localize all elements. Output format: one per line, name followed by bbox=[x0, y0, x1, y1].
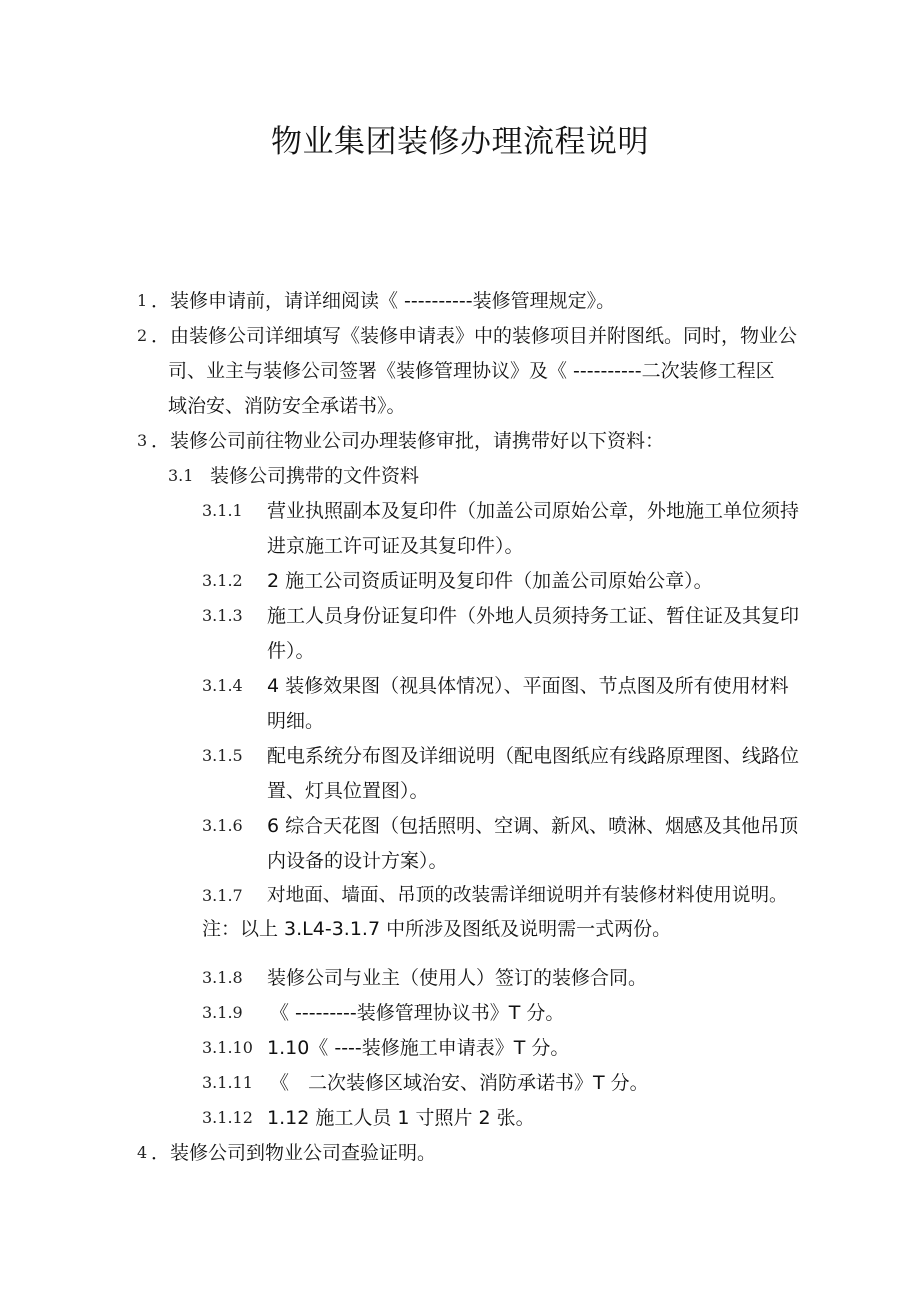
item-number: 3 bbox=[137, 431, 148, 450]
item-text-continued: 件）。 bbox=[267, 640, 315, 662]
page-title: 物业集团装修办理流程说明 bbox=[271, 124, 649, 160]
item-number: 3.1.12 bbox=[202, 1108, 253, 1127]
item-text: ．由装修公司详细填写《装修申请表》中的装修项目并附图纸。同时，物业公 bbox=[151, 325, 798, 347]
item-text: 配电系统分布图及详细说明（配电图纸应有线路原理图、线路位 bbox=[267, 745, 800, 767]
item-text: ．装修公司前往物业公司办理装修审批，请携带好以下资料： bbox=[151, 430, 665, 452]
item-number: 3.1.10 bbox=[202, 1038, 253, 1057]
item-number: 3.1.3 bbox=[202, 606, 243, 625]
item-text: 6 综合天花图（包括照明、空调、新风、喷淋、烟感及其他吊顶 bbox=[267, 815, 799, 837]
item-number: 3.1.5 bbox=[202, 746, 243, 765]
item-number: 3.1.2 bbox=[202, 571, 243, 590]
item-number: 4 bbox=[137, 1143, 148, 1162]
item-text: 装修公司与业主（使用人）签订的装修合同。 bbox=[267, 967, 648, 989]
item-text-continued: 内设备的设计方案）。 bbox=[267, 850, 448, 872]
item-text: 《 二次装修区域治安、消防承诺书》T 分。 bbox=[270, 1072, 649, 1094]
item-number: 3.1.8 bbox=[202, 968, 243, 987]
note-text: 注：以上 3.L4-3.1.7 中所涉及图纸及说明需一式两份。 bbox=[202, 918, 672, 940]
item-number: 3.1.11 bbox=[202, 1073, 253, 1092]
item-number: 3.1 bbox=[168, 466, 194, 485]
item-text: ．装修申请前，请详细阅读《 ----------装修管理规定》。 bbox=[151, 290, 616, 312]
item-number: 1 bbox=[137, 291, 148, 310]
item-text: 1.10《 ----装修施工申请表》T 分。 bbox=[267, 1037, 570, 1059]
item-text-continued: 域治安、消防安全承诺书》。 bbox=[168, 395, 406, 417]
item-text: 营业执照副本及复印件（加盖公司原始公章，外地施工单位须持 bbox=[267, 500, 800, 522]
item-text: 对地面、墙面、吊顶的改装需详细说明并有装修材料使用说明。 bbox=[267, 885, 788, 906]
item-text: 1.12 施工人员 1 寸照片 2 张。 bbox=[267, 1107, 535, 1129]
item-text: 装修公司携带的文件资料 bbox=[210, 465, 420, 487]
item-number: 3.1.1 bbox=[202, 501, 243, 520]
item-text: 4 装修效果图（视具体情况）、平面图、节点图及所有使用材料 bbox=[267, 675, 789, 697]
item-text: 《 ---------装修管理协议书》T 分。 bbox=[270, 1002, 565, 1024]
item-number: 3.1.4 bbox=[202, 676, 243, 695]
item-text-continued: 置、灯具位置图）。 bbox=[267, 780, 429, 802]
item-text-continued: 进京施工许可证及其复印件）。 bbox=[267, 535, 524, 557]
item-number: 3.1.7 bbox=[202, 886, 243, 905]
item-text: 施工人员身份证复印件（外地人员须持务工证、暂住证及其复印 bbox=[267, 605, 800, 627]
item-text: ．装修公司到物业公司查验证明。 bbox=[151, 1142, 437, 1164]
item-text-continued: 明细。 bbox=[267, 710, 325, 732]
item-text-continued: 司、业主与装修公司签署《装修管理协议》及《 ----------二次装修工程区 bbox=[168, 360, 775, 382]
item-number: 3.1.9 bbox=[202, 1003, 243, 1022]
item-number: 3.1.6 bbox=[202, 816, 243, 835]
item-number: 2 bbox=[137, 326, 148, 345]
item-text: 2 施工公司资质证明及复印件（加盖公司原始公章）。 bbox=[267, 570, 713, 592]
